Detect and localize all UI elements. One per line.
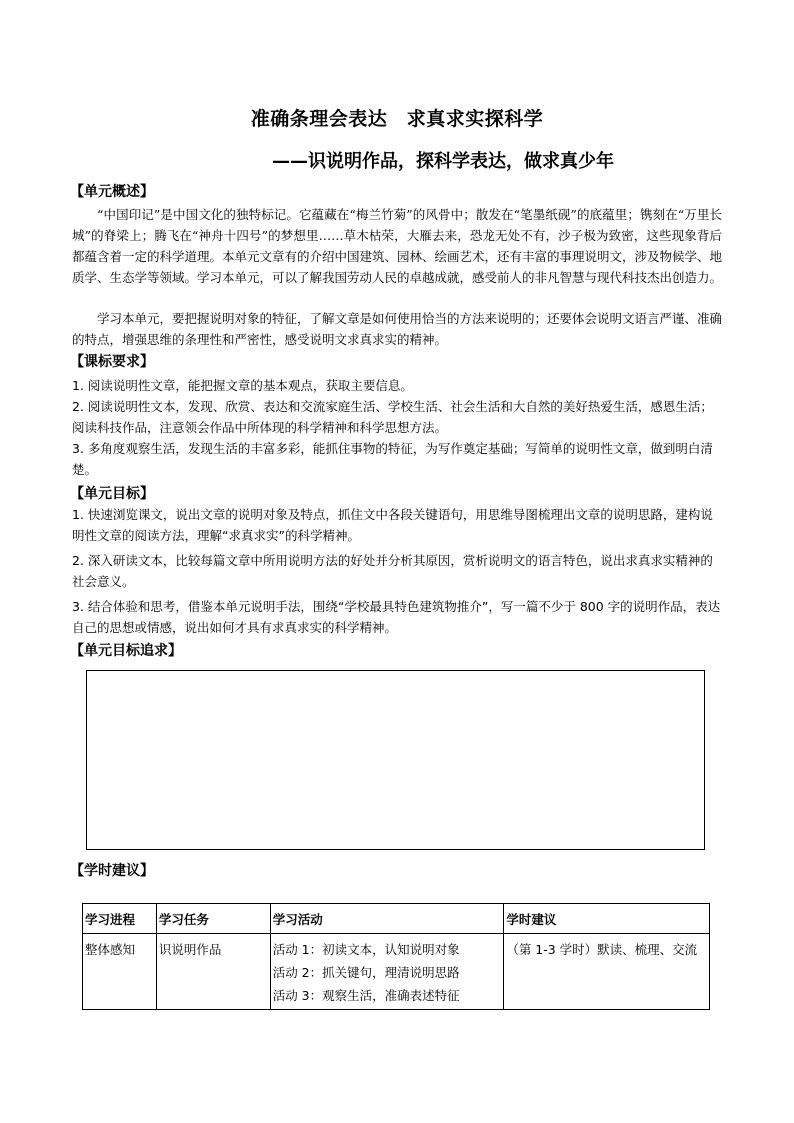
table-header-cell: 学习活动: [270, 904, 504, 934]
pursuit-answer-box[interactable]: [86, 670, 705, 850]
stage-cell: 整体感知: [83, 934, 157, 1010]
goals-heading: 【单元目标】: [70, 486, 154, 502]
standards-item: 3. 多角度观察生活，发现生活的丰富多彩，能抓住事物的特征，为写作奠定基础；写简单的说明性文章，做到明白清楚。: [72, 441, 713, 477]
page-subtitle: ——识说明作品，探科学表达，做求真少年: [272, 151, 614, 172]
overview-paragraph-1: “中国印记”是中国文化的独特标记。它蕴藏在“梅兰竹菊”的风骨中；散发在“笔墨纸砚”的底蕴里；镌刻在“万里长城”的脊梁上；腾飞在“神舟十四号”的梦想里……草木枯荣，大雁去来，恐龙无处不有，沙子极为致密，这些现象背后都蕴含着一定的科学道理。本单元文章有的介绍中国建筑、园林、绘画艺术，还有丰富的事理说明文，涉及物候学、地质学、生态学等领域。学习本单元，可以了解我国劳动人民的卓越成就，感受前人的非凡智慧与现代科技杰出创造力。: [72, 207, 723, 285]
task-cell: 识说明作品: [156, 934, 270, 1010]
schedule-table: [82, 903, 710, 1010]
standards-list: [72, 375, 724, 480]
activity-item: 活动 2：抓关键句，理清说明思路: [272, 965, 460, 980]
pursuit-heading: 【单元目标追求】: [70, 643, 182, 659]
overview-heading: 【单元概述】: [70, 184, 154, 200]
goals-item: 1. 快速浏览课文，说出文章的说明对象及特点，抓住文中各段关键语句，用思维导图梳理出文章的说明思路，建构说明性文章的阅读方法，理解“求真求实”的科学精神。: [72, 507, 713, 543]
table-header-cell: 学时建议: [504, 904, 710, 934]
table-header-cell: 学习进程: [83, 904, 157, 934]
table-header-cell: 学习任务: [156, 904, 270, 934]
table-header-row: [83, 904, 710, 934]
activity-item: 活动 3：观察生活，准确表述特征: [272, 988, 460, 1003]
standards-item: 1. 阅读说明性文章，能把握文章的基本观点，获取主要信息。: [72, 378, 413, 393]
overview-paragraph-2: 学习本单元，要把握说明对象的特征，了解文章是如何使用恰当的方法来说明的；还要体会说明文语言严谨、准确的特点，增强思维的条理性和严密性，感受说明文求真求实的精神。: [72, 311, 723, 347]
standards-heading: 【课标要求】: [70, 354, 154, 370]
hours-heading: 【学时建议】: [70, 863, 154, 879]
hours-cell: （第 1-3 学时）默读、梳理、交流: [504, 934, 710, 1010]
activity-item: 活动 1：初读文本，认知说明对象: [272, 942, 460, 957]
table-row: [83, 934, 710, 1010]
standards-item: 2. 阅读说明性文本，发现、欣赏、表达和交流家庭生活、学校生活、社会生活和大自然的美好热爱生活，感恩生活；阅读科技作品，注意领会作品中所体现的科学精神和科学思想方法。: [72, 399, 713, 435]
goals-item: 2. 深入研读文本，比较每篇文章中所用说明方法的好处并分析其原因，赏析说明文的语言特色，说出求真求实精神的社会意义。: [72, 553, 713, 589]
page-title: 准确条理会表达 求真求实探科学: [250, 108, 544, 130]
activities-cell: [270, 934, 504, 1010]
goals-list: [72, 504, 724, 638]
goals-item: 3. 结合体验和思考，借鉴本单元说明手法，围绕“学校最具特色建筑物推介”，写一篇不少于 800 字的说明作品，表达自己的思想或情感，说出如何才具有求真求实的科学精神。: [72, 599, 721, 635]
